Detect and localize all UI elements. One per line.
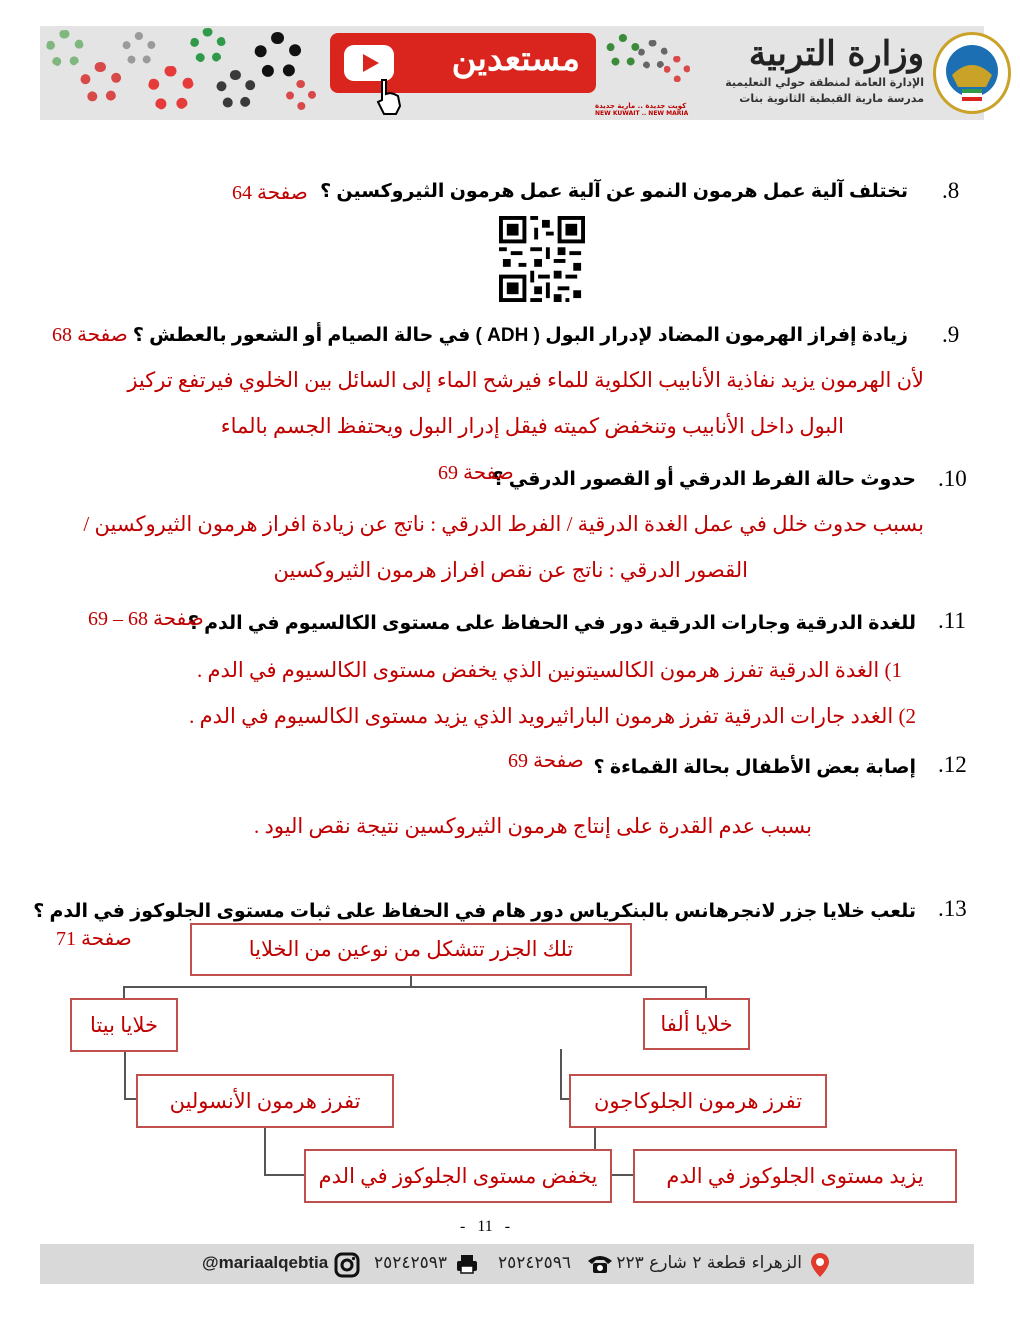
increase-glucose-box: يزيد مستوى الجلوكوز في الدم (633, 1149, 957, 1203)
qr-code-icon (498, 216, 586, 302)
answer-line: البول داخل الأنابيب وتنخفض كميته فيقل إدرار البول ويحتفظ الجسم بالماء (220, 414, 844, 438)
ministry-title: وزارة التربية (748, 34, 924, 74)
question-number: .9 (942, 322, 960, 347)
question-text: تختلف آلية عمل هرمون النمو عن آلية عمل هرمون الثيروكسين ؟ (320, 181, 908, 202)
beta-cells-box: خلايا بيتا (70, 998, 178, 1052)
page-reference: صفحة 68 (52, 324, 128, 346)
slogan-text-en: NEW KUWAIT .. NEW MARIA (595, 110, 689, 117)
header-banner (40, 26, 984, 120)
question-number: .10 (938, 466, 967, 491)
page-reference: صفحة 68 – 69 (88, 608, 204, 630)
question-text: تلعب خلايا جزر لانجرهانس بالبنكرياس دور هام في الحفاظ على ثبات مستوى الجلوكوز في الدم ؟ (33, 901, 916, 922)
answer-line: 2) الغدد جارات الدرقية تفرز هرمون الباراثيرويد الذي يزيد مستوى الكالسيوم في الدم . (189, 704, 916, 728)
question-text: حدوث حالة الفرط الدرقي أو القصور الدرقي ؟ (492, 469, 916, 490)
page-reference: صفحة 69 (438, 462, 514, 484)
footer-address: الزهراء قطعة ٢ شارع ٢٢٣ (616, 1253, 802, 1273)
gear-icon (606, 34, 640, 68)
connector-line (594, 1127, 596, 1149)
kuwait-emblem-icon (933, 32, 1011, 114)
gear-icon (148, 66, 194, 112)
question-text: للغدة الدرقية وجارات الدرقية دور في الحفاظ على مستوى الكالسيوم في الدم ؟ (187, 613, 916, 634)
footer-phone: ٢٥٢٤٢٥٩٦ (498, 1253, 572, 1273)
emblem-graphic (936, 35, 1008, 111)
connector-line (264, 1127, 266, 1175)
connector-line (560, 1049, 562, 1099)
page-reference: صفحة 71 (56, 928, 132, 950)
question-text: إصابة بعض الأطفال بحالة القماءة ؟ (593, 757, 916, 778)
decrease-glucose-box: يخفض مستوى الجلوكوز في الدم (304, 1149, 612, 1203)
glucagon-box: تفرز هرمون الجلوكاجون (569, 1074, 827, 1128)
footer-fax: ٢٥٢٤٢٥٩٣ (374, 1253, 448, 1273)
connector-line (610, 1174, 634, 1176)
gear-icon (254, 32, 302, 80)
insulin-box: تفرز هرمون الأنسولين (136, 1074, 394, 1128)
page-reference: صفحة 64 (232, 182, 308, 204)
alpha-cells-box: خلايا ألفا (643, 998, 750, 1050)
answer-line: القصور الدرقي : ناتج عن نقص افراز هرمون الثيروكسين (273, 558, 748, 582)
footer-bar (40, 1244, 974, 1284)
root-box: تلك الجزر تتشكل من نوعين من الخلايا (190, 923, 632, 976)
hand-cursor-icon (370, 76, 410, 116)
fax-icon (456, 1254, 478, 1274)
gear-icon (46, 30, 84, 68)
school-name: مدرسة مارية القبطية الثانوية بنات (739, 92, 924, 105)
answer-line: بسبب حدوث خلل في عمل الغدة الدرقية / الفرط الدرقي : ناتج عن زيادة افراز هرمون الثيروكسين / (83, 512, 924, 536)
question-number: .13 (938, 896, 967, 921)
question-text: زيادة إفراز الهرمون المضاد لإدرار البول ( ADH ) في حالة الصيام أو الشعور بالعطش ؟ (132, 325, 908, 346)
instagram-icon (334, 1252, 360, 1278)
gear-icon (216, 70, 256, 110)
answer-line: 1) الغدة الدرقية تفرز هرمون الكالسيتونين الذي يخفض مستوى الكالسيوم في الدم . (197, 658, 902, 682)
page-number: - 11 - (460, 1218, 511, 1235)
location-pin-icon (810, 1252, 830, 1278)
gear-icon (286, 80, 316, 110)
gear-icon (122, 32, 156, 66)
gear-icon (190, 28, 226, 64)
edu-area-text: الإدارة العامة لمنطقة حولي التعليمية (725, 76, 924, 89)
footer-instagram[interactable]: @mariaalqebtia (202, 1253, 329, 1272)
connector-line (123, 986, 707, 988)
connector-line (123, 986, 125, 998)
answer-line: بسبب عدم القدرة على إنتاج هرمون الثيروكسين نتيجة نقص اليود . (254, 814, 812, 838)
connector-line (705, 986, 707, 998)
question-number: .12 (938, 752, 967, 777)
question-number: .11 (938, 608, 966, 633)
mustaedeen-label: مستعدين (451, 39, 580, 79)
telephone-icon (586, 1253, 614, 1275)
slogan-text: كويت جديدة .. مارية جديدة (595, 102, 687, 110)
answer-line: لأن الهرمون يزيد نفاذية الأنابيب الكلوية للماء فيرشح الماء إلى السائل بين الخلوي فيرتفع تركيز (127, 368, 924, 392)
gear-icon (80, 62, 122, 104)
connector-line (124, 1098, 136, 1100)
connector-line (264, 1174, 306, 1176)
page-reference: صفحة 69 (508, 750, 584, 772)
question-number: .8 (942, 178, 960, 203)
connector-line (124, 1051, 126, 1099)
